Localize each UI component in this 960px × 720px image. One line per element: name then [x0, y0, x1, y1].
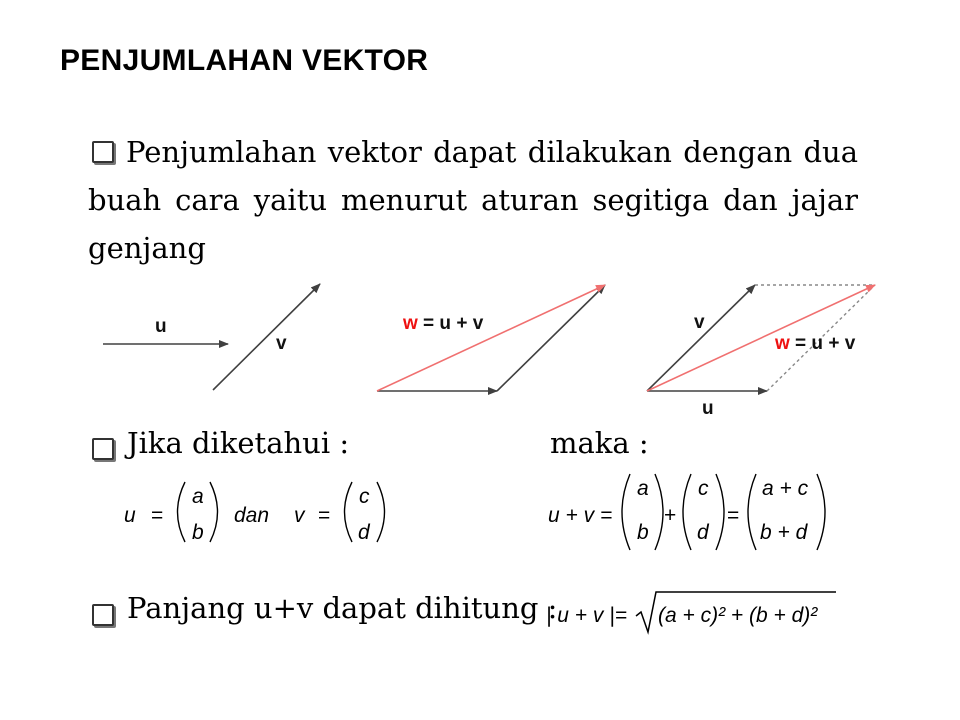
length-formula — [540, 588, 860, 638]
entry-d: d — [697, 521, 709, 544]
triangle-v-arrow — [497, 285, 605, 391]
sum-lhs: u + v = — [548, 504, 613, 527]
paren-right — [655, 474, 663, 550]
abs-lhs: | u + v |= — [546, 604, 627, 627]
entry-d: d — [358, 521, 370, 544]
intro-text: Penjumlahan vektor dapat dilakukan dengan dua buah cara yaitu menurut aturan segitiga dan jajar genjang — [88, 135, 858, 265]
equals-sum: = — [727, 504, 740, 527]
triangle-w-arrow — [377, 285, 605, 391]
entry-b-plus-d: b + d — [760, 521, 808, 544]
paren-right — [210, 482, 218, 542]
equals-v: = — [318, 504, 331, 527]
entry-a: a — [192, 485, 204, 508]
separate-vectors-diagram — [103, 284, 320, 390]
paren-left — [178, 482, 186, 542]
label-w-triangle: w = u + v — [403, 313, 484, 334]
paren-right — [377, 482, 385, 542]
page-title: PENJUMLAHAN VEKTOR — [60, 44, 429, 77]
dan-text: dan — [234, 504, 270, 527]
entry-c: c — [698, 477, 709, 500]
vector-diagrams — [0, 276, 960, 419]
known-text: Jika diketahui : — [127, 426, 350, 460]
parallelogram-v-arrow — [647, 285, 755, 391]
label-v-parallelogram: v — [694, 312, 705, 333]
entry-b: b — [637, 521, 649, 544]
then-text: maka : — [550, 426, 649, 460]
paren-left — [748, 474, 756, 550]
entry-a-plus-c: a + c — [762, 477, 809, 500]
triangle-rule-diagram — [377, 285, 605, 391]
length-text: Panjang u+v dapat dihitung : — [127, 591, 558, 625]
checkbox-bullet-icon — [92, 604, 114, 626]
entry-b: b — [192, 521, 204, 544]
v-symbol: v — [294, 504, 305, 527]
label-u-parallelogram: u — [702, 398, 714, 419]
paren-left — [345, 482, 353, 542]
label-v: v — [276, 333, 287, 354]
intro-paragraph — [88, 128, 858, 272]
checkbox-bullet-icon — [92, 438, 114, 460]
paren-left — [683, 474, 691, 550]
parallelogram-rule-diagram — [647, 285, 875, 419]
plus-sign: + — [664, 504, 677, 527]
paren-right — [817, 474, 825, 550]
entry-a: a — [637, 477, 649, 500]
paren-left — [622, 474, 630, 550]
label-u: u — [155, 316, 167, 337]
radicand: (a + c)² + (b + d)² — [658, 604, 818, 627]
label-w-parallelogram: w = u + v — [775, 333, 856, 354]
vector-formulas — [0, 470, 960, 560]
equals-u: = — [151, 504, 164, 527]
paren-right — [716, 474, 724, 550]
vector-v-arrow — [213, 284, 320, 390]
u-symbol: u — [124, 504, 136, 527]
entry-c: c — [359, 485, 370, 508]
